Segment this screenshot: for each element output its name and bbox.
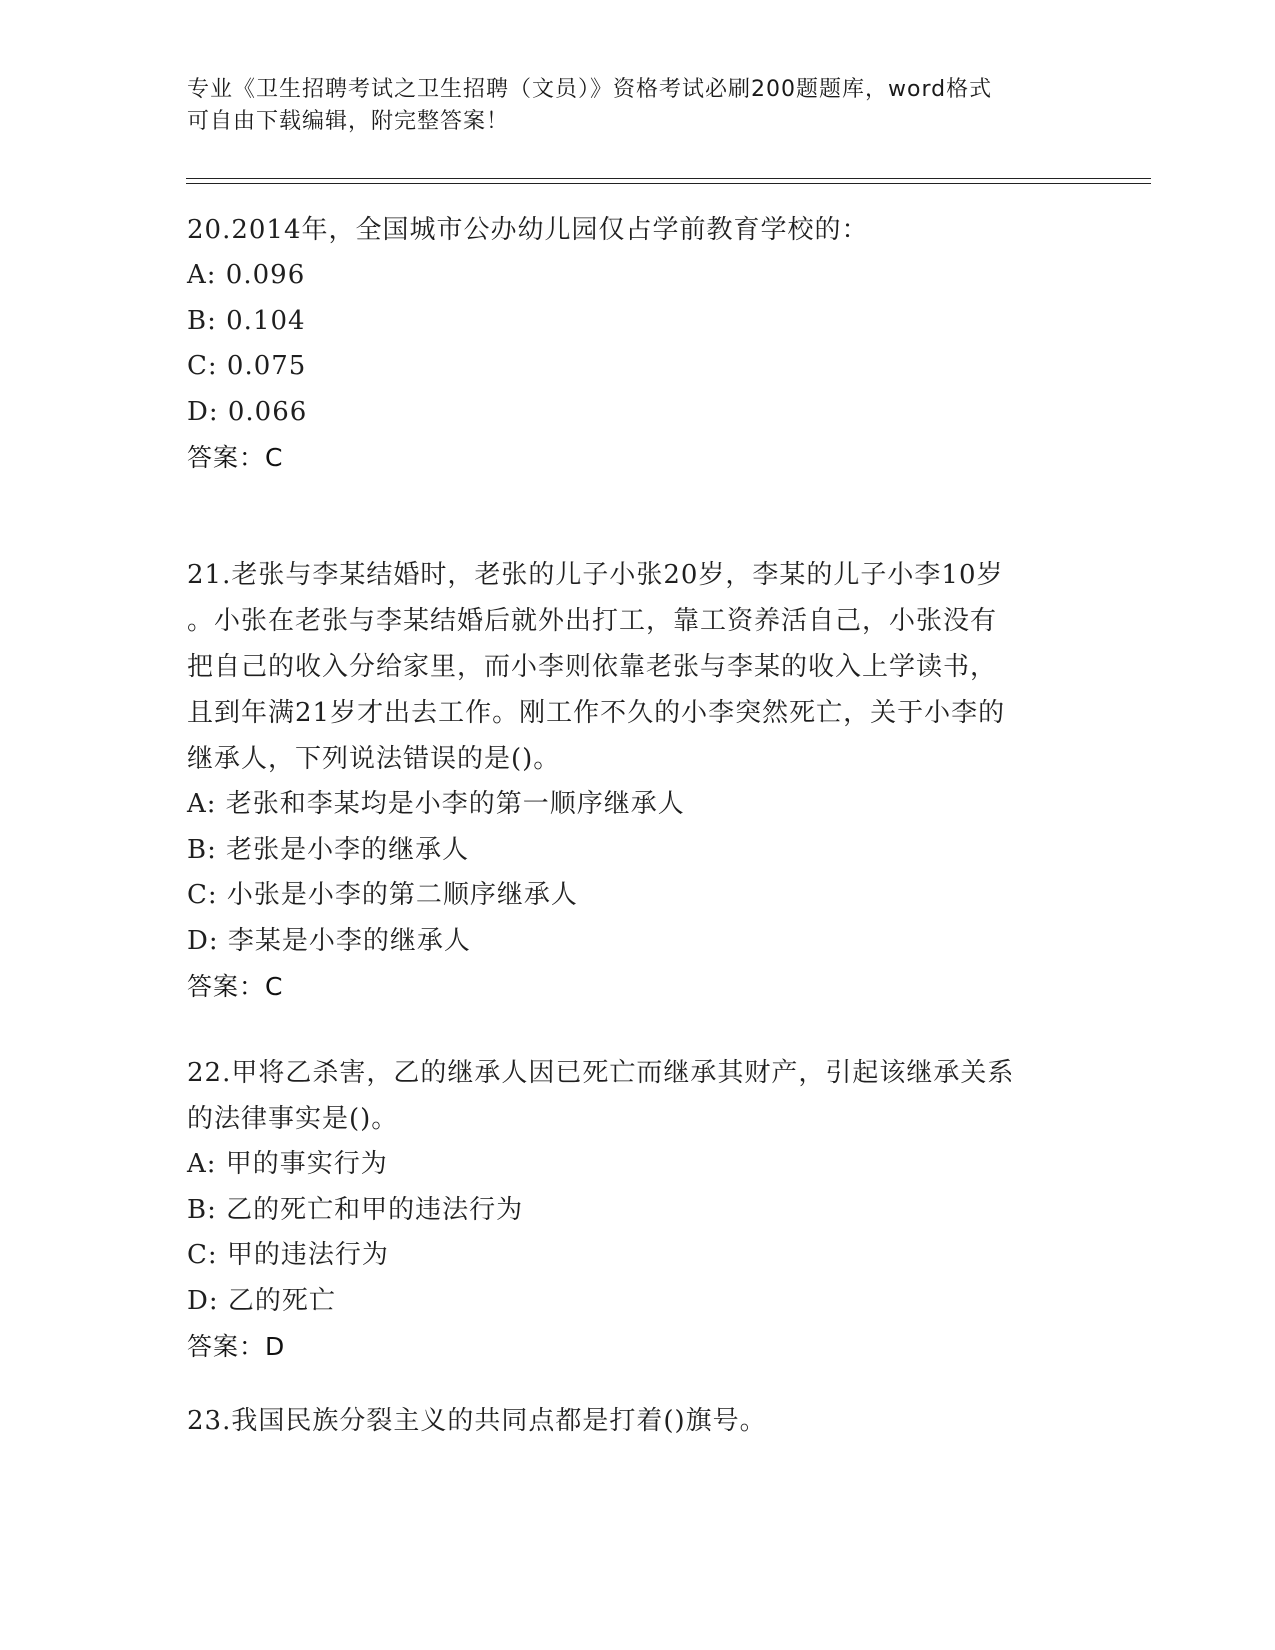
- option-c: C: 小张是小李的第二顺序继承人: [187, 880, 578, 910]
- question-stem-line: 把自己的收入分给家里，而小李则依靠老张与李某的收入上学读书，: [187, 652, 998, 682]
- answer-line: 答案：D: [187, 1332, 286, 1361]
- option-a: A: 0.096: [187, 260, 306, 290]
- option-d: D: 0.066: [187, 396, 308, 427]
- question-stem-line: 23.我国民族分裂主义的共同点都是打着()旗号。: [187, 1406, 767, 1436]
- question-20: [187, 207, 1087, 480]
- question-stem-line: 20.2014年，全国城市公办幼儿园仅占学前教育学校的：: [187, 215, 869, 245]
- option-d: D: 乙的死亡: [187, 1285, 336, 1316]
- question-21: [187, 552, 1087, 1009]
- option-a: A: 甲的事实行为: [187, 1149, 388, 1179]
- option-c: C: 甲的违法行为: [187, 1240, 389, 1270]
- answer-line: 答案：C: [187, 972, 284, 1001]
- answer-line: 答案：C: [187, 443, 284, 472]
- header-line-2: 可自由下载编辑，附完整答案！: [187, 109, 510, 134]
- option-d: D: 李某是小李的继承人: [187, 925, 471, 956]
- header-divider-bottom: [186, 183, 1151, 184]
- option-b: B: 乙的死亡和甲的违法行为: [187, 1194, 524, 1225]
- option-b: B: 0.104: [187, 305, 306, 336]
- option-a: A: 老张和李某均是小李的第一顺序继承人: [187, 789, 685, 819]
- question-stem-line: 的法律事实是()。: [187, 1104, 399, 1134]
- document-header: [187, 74, 1087, 138]
- option-b: B: 老张是小李的继承人: [187, 834, 470, 865]
- question-stem-line: 继承人，下列说法错误的是()。: [187, 744, 561, 774]
- header-line-1: 专业《卫生招聘考试之卫生招聘（文员）》资格考试必刷200题题库，word格式: [187, 77, 993, 102]
- question-23: [187, 1398, 1087, 1444]
- header-divider-top: [186, 178, 1151, 179]
- question-stem-line: 21.老张与李某结婚时，老张的儿子小张20岁，李某的儿子小李10岁: [187, 560, 1004, 590]
- question-stem-line: 。小张在老张与李某结婚后就外出打工，靠工资养活自己，小张没有: [187, 606, 998, 636]
- question-22: [187, 1050, 1087, 1369]
- question-stem-line: 22.甲将乙杀害，乙的继承人因已死亡而继承其财产，引起该继承关系: [187, 1058, 1015, 1088]
- option-c: C: 0.075: [187, 351, 307, 381]
- question-stem-line: 且到年满21岁才出去工作。刚工作不久的小李突然死亡，关于小李的: [187, 698, 1006, 728]
